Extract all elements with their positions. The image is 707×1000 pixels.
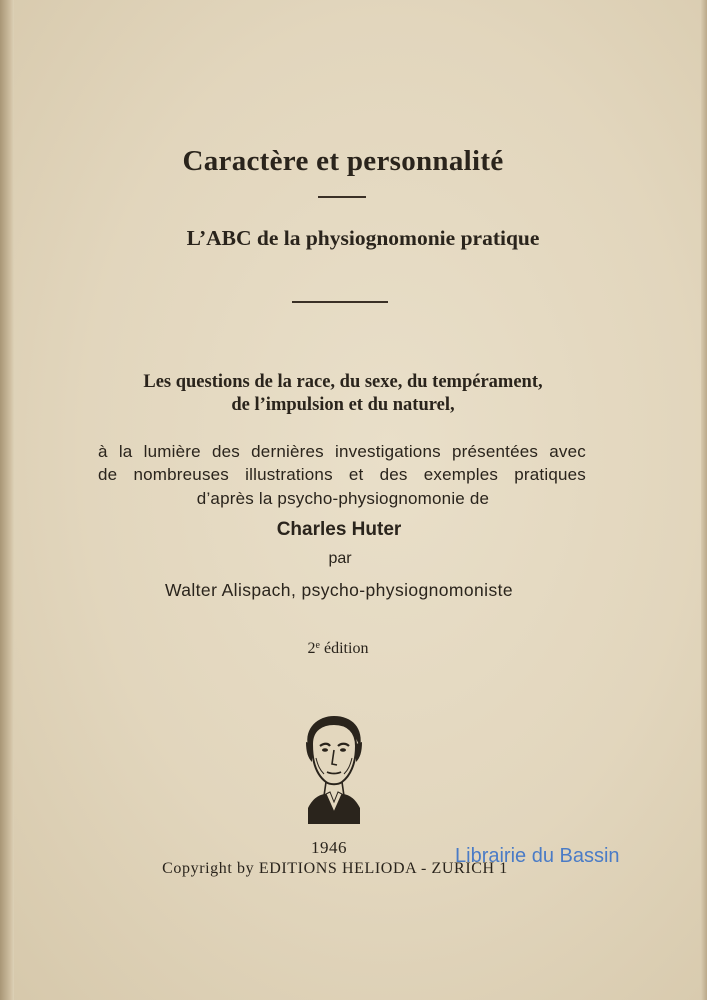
questions-line-1: Les questions de la race, du sexe, du tempérament, <box>143 372 543 392</box>
seller-watermark: Librairie du Bassin <box>455 845 620 867</box>
author-byline: Walter Alispach, psycho-physiognomoniste <box>164 580 513 600</box>
original-author: Charles Huter <box>276 519 402 540</box>
publication-year: 1946 <box>311 838 347 857</box>
edition-suffix: e <box>315 640 320 651</box>
description-line-3: d’après la psycho-physiognomonie de <box>196 489 490 508</box>
par-word: par <box>328 550 352 567</box>
title-divider <box>318 196 366 198</box>
edition-number: 2 <box>307 640 316 657</box>
book-subtitle: L’ABC de la physiognomonie pratique <box>186 226 540 250</box>
description-line-2: de nombreuses illustrations et des exemples pratiques <box>98 465 586 484</box>
copyright-line: Copyright by EDITIONS HELIODA - ZURICH 1 <box>162 860 508 877</box>
portrait-engraving-icon <box>298 712 370 824</box>
page-edge <box>701 0 707 1000</box>
subtitle-divider <box>292 301 388 303</box>
edition-word: édition <box>324 640 369 657</box>
book-title: Caractère et personnalité <box>182 145 504 177</box>
edition-label <box>0 640 676 658</box>
questions-line-2: de l’impulsion et du naturel, <box>231 395 455 415</box>
description-line-1: à la lumière des dernières investigations présentées avec <box>98 442 586 461</box>
